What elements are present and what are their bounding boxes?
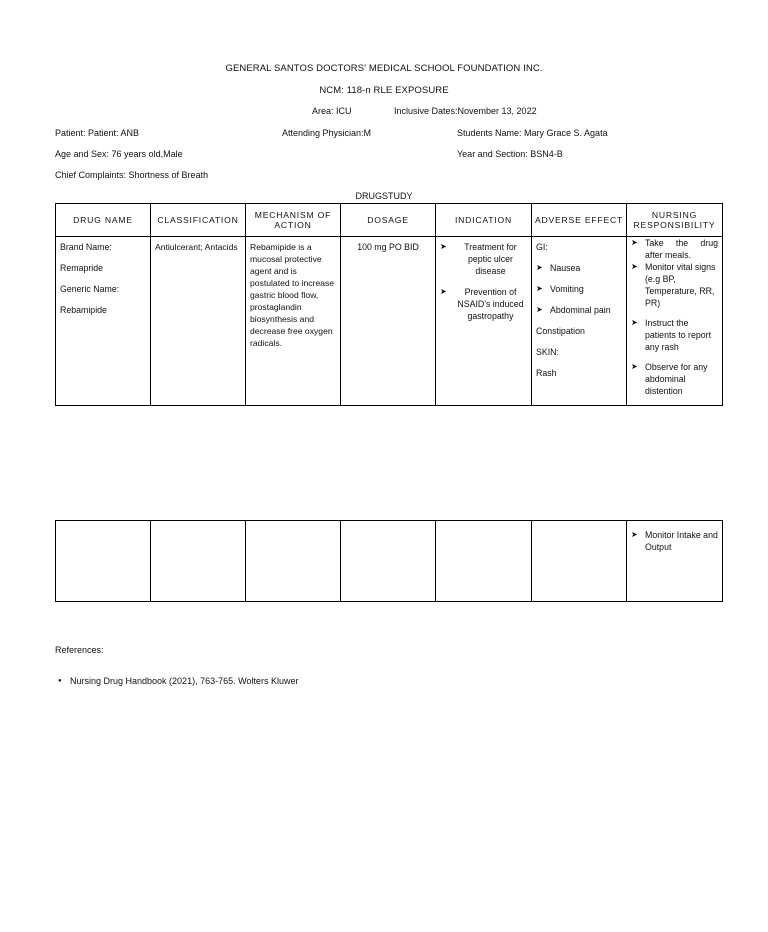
col-header-classification: CLASSIFICATION: [151, 204, 246, 237]
brand-name-label: Brand Name:: [60, 242, 112, 252]
cell-indication: [436, 237, 532, 406]
col-header-dosage: DOSAGE: [341, 204, 436, 237]
cell-classification: Antiulcerant; Antacids: [151, 237, 246, 406]
brand-name-value: Remapride: [60, 263, 104, 273]
cell-mechanism: Rebamipide is a mucosal protective agent and is postulated to increase gastric blood flow, prostaglandin biosynthesis and decrease free oxygen radicals.: [246, 237, 341, 406]
inclusive-dates: Inclusive Dates:November 13, 2022: [394, 106, 537, 116]
rash-label: Rash: [536, 368, 557, 378]
nursing-item: ➤ Monitor Intake and Output: [631, 529, 718, 553]
col-header-mechanism: MECHANISM OF ACTION: [246, 204, 341, 237]
cell-adverse-effect: [532, 237, 627, 406]
area-label: Area: ICU: [312, 106, 352, 116]
age-sex-label: Age and Sex: 76 years old,Male: [55, 149, 183, 159]
table-row: [56, 521, 723, 602]
drug-study-table: [55, 203, 723, 406]
reference-item: ● Nursing Drug Handbook (2021), 763-765. Wolters Kluwer: [70, 676, 298, 686]
nursing-item: ➤ Instruct the patients to report any rash: [631, 317, 718, 353]
year-section-label: Year and Section: BSN4-B: [457, 149, 563, 159]
constipation-label: Constipation: [536, 326, 585, 336]
col-header-adverse-effect: ADVERSE EFFECT: [532, 204, 627, 237]
adverse-item: ➤ Nausea: [536, 262, 622, 274]
table-title: DRUGSTUDY: [355, 191, 413, 201]
table-row: [56, 237, 723, 406]
nursing-item: ➤ Take the drug after meals.: [631, 237, 718, 261]
skin-label: SKIN:: [536, 347, 559, 357]
cell-drug-name: [56, 237, 151, 406]
patient-label: Patient: Patient: ANB: [55, 128, 140, 138]
col-header-drug-name: DRUG NAME: [56, 204, 151, 237]
physician-label: Attending Physician:M: [282, 128, 372, 138]
cell-nursing-continuation: [627, 521, 723, 602]
cell-dosage: 100 mg PO BID: [341, 237, 436, 406]
nursing-item: ➤ Observe for any abdominal distention: [631, 361, 718, 397]
nursing-item: ➤ Monitor vital signs (e.g BP, Temperature, RR, PR): [631, 261, 718, 309]
cell-nursing-responsibility: [627, 237, 723, 406]
empty-cell: [532, 521, 627, 602]
empty-cell: [436, 521, 532, 602]
generic-name-label: Generic Name:: [60, 284, 120, 294]
adverse-item: ➤ Vomiting: [536, 283, 622, 295]
generic-name-value: Rebamipide: [60, 305, 107, 315]
school-name: GENERAL SANTOS DOCTORS' MEDICAL SCHOOL FOUNDATION INC.: [225, 63, 543, 74]
chief-complaints: Chief Complaints: Shortness of Breath: [55, 170, 209, 180]
indication-item: ➤ Prevention of NSAID's induced gastropathy: [440, 286, 527, 322]
empty-cell: [56, 521, 151, 602]
indication-item: ➤ Treatment for peptic ulcer disease: [440, 241, 527, 277]
drug-study-continuation-table: [55, 520, 723, 602]
col-header-indication: INDICATION: [436, 204, 532, 237]
course-title: NCM: 118-n RLE EXPOSURE: [319, 85, 449, 96]
student-name: Students Name: Mary Grace S. Agata: [457, 128, 608, 138]
empty-cell: [151, 521, 246, 602]
empty-cell: [246, 521, 341, 602]
gi-label: GI:: [536, 242, 548, 252]
adverse-item: ➤ Abdominal pain: [536, 304, 622, 316]
empty-cell: [341, 521, 436, 602]
references-label: References:: [55, 645, 104, 655]
table-header-row: [56, 204, 723, 237]
col-header-nursing-responsibility: NURSING RESPONSIBILITY: [627, 204, 723, 237]
